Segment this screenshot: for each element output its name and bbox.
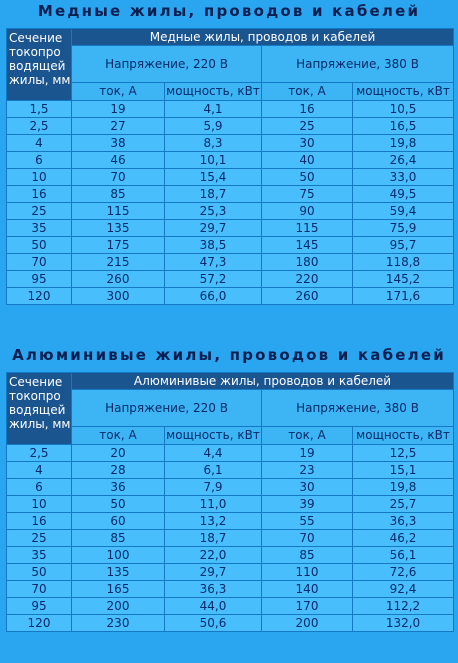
- table-row: [7, 513, 453, 529]
- cross-section-cell: 1,5: [7, 101, 71, 117]
- power-380-cell: 132,0: [353, 615, 453, 631]
- current-380-cell: 260: [262, 288, 352, 304]
- power-380-cell: 92,4: [353, 581, 453, 597]
- current-220-cell: 165: [72, 581, 164, 597]
- current-220-header: ток, А: [72, 83, 164, 100]
- table-row: [7, 152, 453, 168]
- power-380-cell: 36,3: [353, 513, 453, 529]
- current-220-cell: 38: [72, 135, 164, 151]
- table-row: [7, 598, 453, 614]
- table-row: [7, 203, 453, 219]
- aluminum-table-body: [7, 445, 453, 631]
- current-220-cell: 85: [72, 530, 164, 546]
- voltage-220-header: Напряжение, 220 В: [72, 390, 261, 426]
- power-220-cell: 36,3: [165, 581, 261, 597]
- current-220-cell: 135: [72, 220, 164, 236]
- aluminum-section-title: Алюминивые жилы, проводов и кабелей: [12, 346, 446, 364]
- table-row: [7, 496, 453, 512]
- current-220-cell: 36: [72, 479, 164, 495]
- voltage-380-header: Напряжение, 380 В: [262, 390, 453, 426]
- power-380-cell: 145,2: [353, 271, 453, 287]
- table-row: [7, 271, 453, 287]
- current-220-cell: 300: [72, 288, 164, 304]
- current-380-cell: 70: [262, 530, 352, 546]
- table-row: [7, 118, 453, 134]
- table-row: [7, 220, 453, 236]
- copper-table: [6, 28, 454, 305]
- current-380-cell: 40: [262, 152, 352, 168]
- cross-section-cell: 50: [7, 564, 71, 580]
- table-row: [7, 186, 453, 202]
- table-row: [7, 101, 453, 117]
- cross-section-cell: 4: [7, 135, 71, 151]
- cross-section-cell: 10: [7, 169, 71, 185]
- current-380-cell: 50: [262, 169, 352, 185]
- table-row: [7, 547, 453, 563]
- current-380-cell: 170: [262, 598, 352, 614]
- power-220-cell: 5,9: [165, 118, 261, 134]
- power-220-header: мощность, кВт: [166, 84, 260, 98]
- power-380-cell: 72,6: [353, 564, 453, 580]
- current-380-header: ток, А: [262, 83, 352, 100]
- corner-header: Сечение токопро водящей жилы, мм: [7, 373, 71, 444]
- power-380-header: мощность, кВт: [353, 83, 453, 100]
- cross-section-cell: 16: [7, 186, 71, 202]
- table-row: [7, 530, 453, 546]
- power-380-cell: 171,6: [353, 288, 453, 304]
- power-220-cell: 10,1: [165, 152, 261, 168]
- table-row: [7, 445, 453, 461]
- power-220-cell: 8,3: [165, 135, 261, 151]
- power-220-cell: 4,1: [165, 101, 261, 117]
- aluminum-table: [6, 372, 454, 632]
- table-row: [7, 615, 453, 631]
- current-380-cell: 180: [262, 254, 352, 270]
- current-220-cell: 20: [72, 445, 164, 461]
- group-header: Алюминивые жилы, проводов и кабелей: [72, 373, 453, 389]
- cross-section-cell: 16: [7, 513, 71, 529]
- power-380-cell: 25,7: [353, 496, 453, 512]
- cross-section-cell: 70: [7, 254, 71, 270]
- current-220-cell: 27: [72, 118, 164, 134]
- current-220-cell: 260: [72, 271, 164, 287]
- current-380-cell: 19: [262, 445, 352, 461]
- power-220-cell: 18,7: [165, 186, 261, 202]
- table-row: [7, 237, 453, 253]
- current-220-cell: 135: [72, 564, 164, 580]
- power-220-cell: 25,3: [165, 203, 261, 219]
- power-220-cell: 66,0: [165, 288, 261, 304]
- copper-section-title: Медные жилы, проводов и кабелей: [37, 2, 421, 20]
- power-380-cell: 118,8: [353, 254, 453, 270]
- power-220-cell: 18,7: [165, 530, 261, 546]
- current-220-cell: 200: [72, 598, 164, 614]
- power-380-cell: 15,1: [353, 462, 453, 478]
- cross-section-cell: 35: [7, 220, 71, 236]
- current-220-cell: 230: [72, 615, 164, 631]
- current-220-cell: 28: [72, 462, 164, 478]
- current-380-cell: 39: [262, 496, 352, 512]
- cross-section-cell: 95: [7, 271, 71, 287]
- power-380-cell: 112,2: [353, 598, 453, 614]
- cross-section-cell: 2,5: [7, 118, 71, 134]
- cross-section-cell: 2,5: [7, 445, 71, 461]
- current-220-header: ток, А: [72, 427, 164, 444]
- cross-section-cell: 25: [7, 530, 71, 546]
- current-380-cell: 115: [262, 220, 352, 236]
- cross-section-cell: 70: [7, 581, 71, 597]
- table-row: [7, 581, 453, 597]
- power-220-cell: 29,7: [165, 220, 261, 236]
- current-380-cell: 23: [262, 462, 352, 478]
- cross-section-cell: 4: [7, 462, 71, 478]
- power-380-cell: 19,8: [353, 135, 453, 151]
- cross-section-cell: 35: [7, 547, 71, 563]
- current-380-cell: 140: [262, 581, 352, 597]
- power-220-cell: 4,4: [165, 445, 261, 461]
- table-row: [7, 479, 453, 495]
- power-380-cell: 56,1: [353, 547, 453, 563]
- current-220-cell: 85: [72, 186, 164, 202]
- current-380-cell: 85: [262, 547, 352, 563]
- power-220-cell: 50,6: [165, 615, 261, 631]
- power-220-cell: 22,0: [165, 547, 261, 563]
- power-220-cell: 47,3: [165, 254, 261, 270]
- current-220-cell: 60: [72, 513, 164, 529]
- current-220-cell: 215: [72, 254, 164, 270]
- power-220-cell: 7,9: [165, 479, 261, 495]
- cross-section-cell: 50: [7, 237, 71, 253]
- cross-section-cell: 10: [7, 496, 71, 512]
- cross-section-cell: 6: [7, 152, 71, 168]
- power-380-cell: 49,5: [353, 186, 453, 202]
- current-380-cell: 110: [262, 564, 352, 580]
- power-380-cell: 12,5: [353, 445, 453, 461]
- power-380-cell: 46,2: [353, 530, 453, 546]
- current-220-cell: 50: [72, 496, 164, 512]
- cross-section-cell: 120: [7, 288, 71, 304]
- power-380-header: мощность, кВт: [353, 427, 453, 444]
- cross-section-cell: 6: [7, 479, 71, 495]
- current-380-cell: 75: [262, 186, 352, 202]
- table-row: [7, 462, 453, 478]
- current-220-cell: 46: [72, 152, 164, 168]
- copper-table-body: [7, 101, 453, 304]
- voltage-220-header: Напряжение, 220 В: [72, 46, 261, 82]
- power-220-cell: 44,0: [165, 598, 261, 614]
- power-380-cell: 26,4: [353, 152, 453, 168]
- power-380-cell: 33,0: [353, 169, 453, 185]
- power-220-cell: 6,1: [165, 462, 261, 478]
- current-380-cell: 25: [262, 118, 352, 134]
- group-header: Медные жилы, проводов и кабелей: [72, 29, 453, 45]
- current-380-cell: 200: [262, 615, 352, 631]
- power-220-cell: 29,7: [165, 564, 261, 580]
- current-380-cell: 30: [262, 135, 352, 151]
- cross-section-cell: 120: [7, 615, 71, 631]
- current-220-cell: 19: [72, 101, 164, 117]
- current-380-cell: 55: [262, 513, 352, 529]
- current-220-cell: 175: [72, 237, 164, 253]
- corner-header: Сечение токопро водящей жилы, мм: [7, 29, 71, 100]
- current-380-cell: 16: [262, 101, 352, 117]
- voltage-380-header: Напряжение, 380 В: [262, 46, 453, 82]
- power-380-cell: 59,4: [353, 203, 453, 219]
- power-220-header: мощность, кВт: [166, 428, 260, 442]
- power-220-cell: 38,5: [165, 237, 261, 253]
- power-220-cell: 13,2: [165, 513, 261, 529]
- power-380-cell: 10,5: [353, 101, 453, 117]
- table-row: [7, 564, 453, 580]
- power-380-cell: 95,7: [353, 237, 453, 253]
- table-row: [7, 169, 453, 185]
- power-380-cell: 16,5: [353, 118, 453, 134]
- current-220-cell: 115: [72, 203, 164, 219]
- table-row: [7, 135, 453, 151]
- current-380-header: ток, А: [262, 427, 352, 444]
- cross-section-cell: 25: [7, 203, 71, 219]
- table-row: [7, 254, 453, 270]
- current-380-cell: 90: [262, 203, 352, 219]
- power-380-cell: 19,8: [353, 479, 453, 495]
- current-380-cell: 145: [262, 237, 352, 253]
- current-220-cell: 100: [72, 547, 164, 563]
- current-380-cell: 220: [262, 271, 352, 287]
- table-row: [7, 288, 453, 304]
- current-380-cell: 30: [262, 479, 352, 495]
- power-220-cell: 57,2: [165, 271, 261, 287]
- cross-section-cell: 95: [7, 598, 71, 614]
- power-220-cell: 11,0: [165, 496, 261, 512]
- power-380-cell: 75,9: [353, 220, 453, 236]
- current-220-cell: 70: [72, 169, 164, 185]
- power-220-cell: 15,4: [165, 169, 261, 185]
